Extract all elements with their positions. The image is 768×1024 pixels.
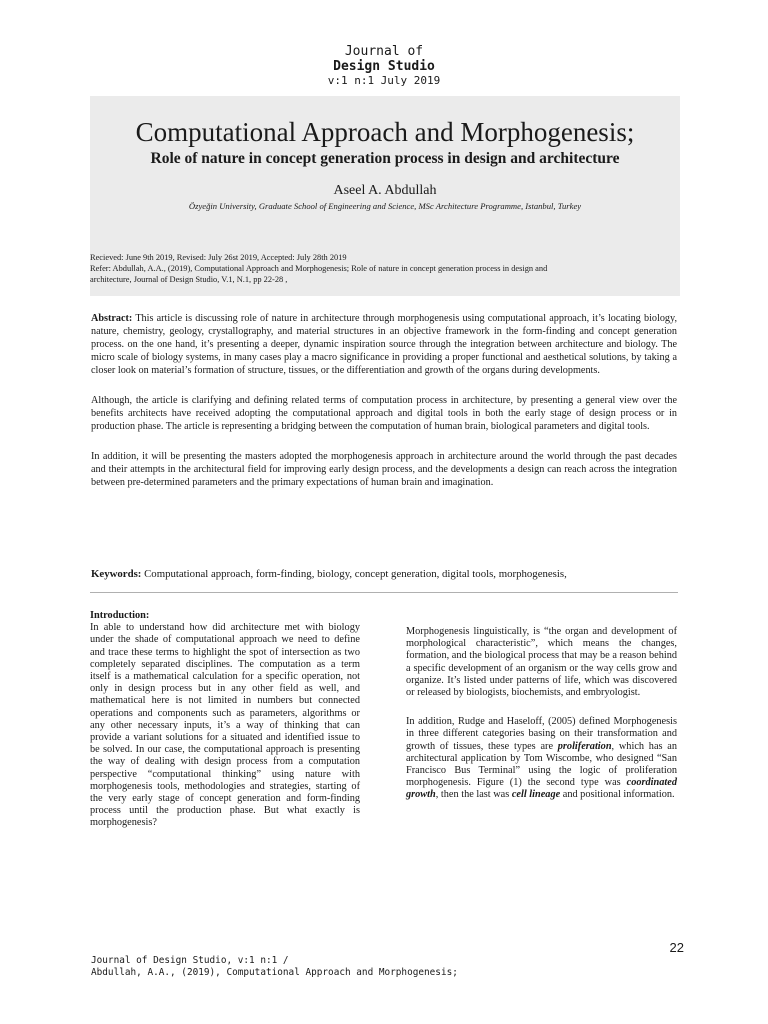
term-proliferation: proliferation <box>557 740 612 752</box>
section-divider <box>90 592 678 593</box>
abstract-text-1: This article is discussing role of nature in architecture through morphogenesis using computational approach, it’s locating biology, nature, chemistry, geology, crystallography, and material structures in an objective framework in the form-finding and concept generation process. on the one hand, it’s presenting a deeper, dynamic inspiration source through the integration between architecture and biology. The micro scale of biology systems, in many cases play a macro significance in providing a proper functional and aesthetical solutions, by taking a closer look on material’s formation of structure, tissues, or the differentiation and growth of the organs during developments. <box>91 313 677 376</box>
introduction-paragraph: In able to understand how did architecture met with biology under the shade of computational approach we need to define and trace these terms to highlight the spot of intersection as two completely separated disciplines. The computation as a term itself is a mathematical calculation for a specific operation, not only in design process but in any other field as well, and mathematical here is not limited in numbers but connected operations and components such as parameters, algorithms or any other necessary inputs, it’s a way of thinking that can provide a variant solutions for a situated and identified issue to be solved. In our case, the computational approach is presenting the way of dealing with design process from a computation perspective “computational thinking” using nature with morphogenesis tools, methodologies and strategies, starting of the very early stage of concept generation and form-finding process until the production phase. But what exactly is morphogenesis? <box>90 622 360 829</box>
keywords-line <box>91 568 681 581</box>
author-affiliation: Özyeğin University, Graduate School of Engineering and Science, MSc Architecture Programme, Istanbul, Turkey <box>188 201 582 211</box>
term-cell-lineage: cell lineage <box>511 789 561 801</box>
submission-dates: Recieved: June 9th 2019, Revised: July 26st 2019, Accepted: July 28th 2019 <box>90 253 347 262</box>
citation-line-2: architecture, Journal of Design Studio, V.1, N.1, pp 22-28 , <box>90 275 288 284</box>
keywords-label: Keywords: <box>91 568 142 580</box>
introduction-column <box>90 610 360 830</box>
article-title: Computational Approach and Morphogenesis; <box>135 117 635 147</box>
masthead-journal-of: Journal of <box>344 44 424 59</box>
categories-text-g: and positional information. <box>560 789 675 801</box>
abstract-section <box>91 312 677 506</box>
masthead-volume-issue: v:1 n:1 July 2019 <box>327 74 441 87</box>
term-coordinated-growth: coordinated growth <box>406 777 677 801</box>
page-number: 22 <box>669 940 684 955</box>
footer-journal-line: Journal of Design Studio, v:1 n:1 / <box>91 955 289 966</box>
morphogenesis-categories-paragraph <box>406 716 677 801</box>
article-subtitle: Role of nature in concept generation process in design and architecture <box>150 150 620 167</box>
footer-citation-line: Abdullah, A.A., (2019), Computational Approach and Morphogenesis; <box>91 967 458 978</box>
journal-masthead <box>0 44 768 87</box>
masthead-journal-name: Design Studio <box>333 59 435 74</box>
categories-text-e: , then the last was <box>435 789 512 801</box>
introduction-heading: Introduction: <box>90 610 150 621</box>
keywords-text: Computational approach, form-finding, biology, concept generation, digital tools, morphogenesis, <box>141 568 567 580</box>
page-footer <box>91 955 458 979</box>
abstract-paragraph-2: Although, the article is clarifying and defining related terms of computation process in architecture, by presenting a general view over the benefits architects have received adopting the computational approach and digital tools in both the early stage of design process or in production phase. The article is representing a bridging between the computation of human brain, biological parameters and digital tools. <box>91 395 677 432</box>
right-column <box>406 626 677 819</box>
citation-line-1: Refer: Abdullah, A.A., (2019), Computational Approach and Morphogenesis; Role of nature in concept generation process in design and <box>90 264 548 273</box>
abstract-paragraph-3: In addition, it will be presenting the masters adopted the morphogenesis approach in architecture around the world through the past decades and their attempts in the architectural field for improving early design process, and the developments a design can reach across the integration between pre-determined parameters and the primary expectations of human brain and imagination. <box>91 451 677 488</box>
abstract-paragraph-1 <box>91 312 677 377</box>
categories-text-a: In addition, Rudge and Haseloff, (2005) defined Morphogenesis in three different categories basing on their transformation and growth of tissues, these types are <box>406 716 677 752</box>
morphogenesis-definition-paragraph: Morphogenesis linguistically, is “the organ and development of morphological characteristic”, which means the changes, formation, and the biological process that may be a reason behind a specific development of an organism or the way cells grow and organize. It’s listed under patterns of life, which was discovered or released by biologists, biochemists, and embryologist. <box>406 626 677 699</box>
article-metadata <box>90 252 670 285</box>
abstract-label: Abstract: <box>91 313 133 324</box>
categories-text-c: , which has an architectural application by Tom Wiscombe, who designed “San Francisco Bus Terminal” using the logic of proliferation morphogenesis. Figure (1) the second type was <box>406 740 677 789</box>
author-name: Aseel A. Abdullah <box>333 183 437 198</box>
